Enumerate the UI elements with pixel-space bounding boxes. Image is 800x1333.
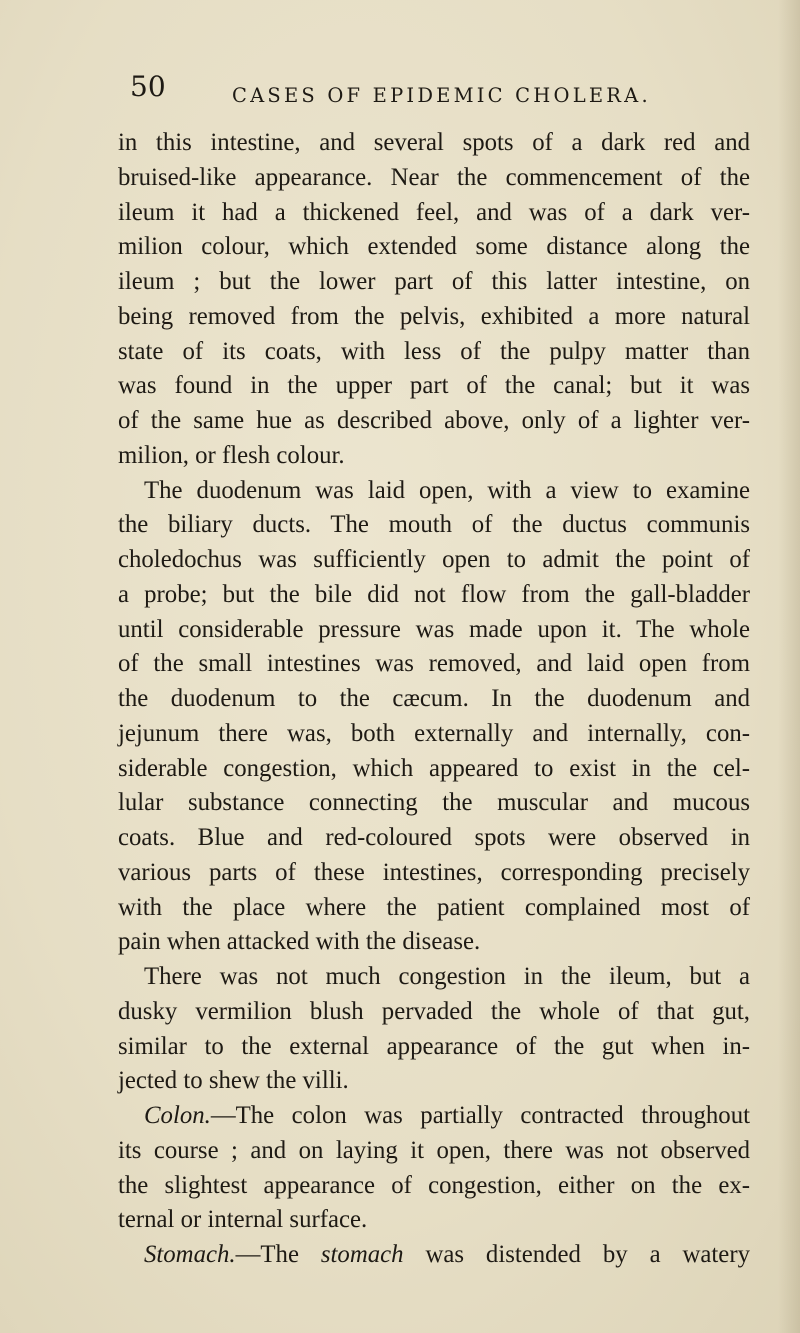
colon-heading: Colon. xyxy=(144,1102,211,1129)
page-edge-shadow xyxy=(778,0,800,1333)
body-text xyxy=(118,126,750,1273)
text-line: The duodenum was laid open, with a view to examine xyxy=(144,476,750,504)
text-line: in this intestine, and several spots of a dark red and xyxy=(118,129,750,156)
text-line: its course ; and on laying it open, there was not observed xyxy=(118,1136,750,1164)
text-line: ternal or internal surface. xyxy=(118,1206,368,1234)
stomach-heading: Stomach. xyxy=(144,1241,236,1268)
text-line: of the same hue as described above, only of a lighter ver- xyxy=(118,407,750,434)
text-line: coats. Blue and red-coloured spots were observed in xyxy=(118,824,750,851)
running-head: CASES OF EPIDEMIC CHOLERA. xyxy=(232,84,651,107)
text-run: was distended by a watery xyxy=(403,1241,750,1268)
text-line: siderable congestion, which appeared to exist in the cel- xyxy=(118,754,750,782)
text-line: choledochus was sufficiently open to admit the point of xyxy=(118,546,750,573)
stomach-paragraph-line xyxy=(118,1238,750,1273)
text-line: various parts of these intestines, corresponding precisely xyxy=(118,858,750,886)
text-line: lular substance connecting the muscular and mucous xyxy=(118,789,750,817)
text-line: being removed from the pelvis, exhibited a more natural xyxy=(118,302,750,330)
page-number: 50 xyxy=(130,70,166,103)
text-line: pain when attacked with the disease. xyxy=(118,928,481,956)
text-line: the duodenum to the cæcum. In the duodenum and xyxy=(118,685,750,712)
text-line: similar to the external appearance of the gut when in- xyxy=(118,1032,750,1060)
text-line: of the small intestines was removed, and laid open from xyxy=(118,650,750,678)
text-line: state of its coats, with less of the pulpy matter than xyxy=(118,337,750,365)
text-line: dusky vermilion blush pervaded the whole of that gut, xyxy=(118,997,750,1025)
text-run: —The xyxy=(235,1241,321,1268)
text-line: with the place where the patient complained most of xyxy=(118,893,750,921)
text-line: jected to shew the villi. xyxy=(118,1067,349,1095)
text-run-italic: stomach xyxy=(320,1241,404,1268)
text-run: —The colon was partially contracted throughout xyxy=(210,1102,750,1129)
text-line: the slightest appearance of congestion, either on the ex- xyxy=(118,1171,750,1199)
text-line: milion, or flesh colour. xyxy=(118,441,345,469)
text-line: ileum ; but the lower part of this latter intestine, on xyxy=(118,268,750,295)
text-line: ileum it had a thickened feel, and was of a dark ver- xyxy=(118,198,750,226)
text-line: bruised-like appearance. Near the commencement of the xyxy=(118,163,750,191)
colon-paragraph-line xyxy=(118,1099,750,1134)
text-line: There was not much congestion in the ileum, but a xyxy=(144,963,750,990)
text-line: the biliary ducts. The mouth of the ductus communis xyxy=(118,511,750,539)
text-line: jejunum there was, both externally and internally, con- xyxy=(118,719,750,747)
text-line: a probe; but the bile did not flow from the gall-bladder xyxy=(118,580,750,608)
text-line: until considerable pressure was made upon it. The whole xyxy=(118,615,750,643)
text-line: was found in the upper part of the canal; but it was xyxy=(118,372,750,400)
text-line: milion colour, which extended some distance along the xyxy=(118,233,750,261)
